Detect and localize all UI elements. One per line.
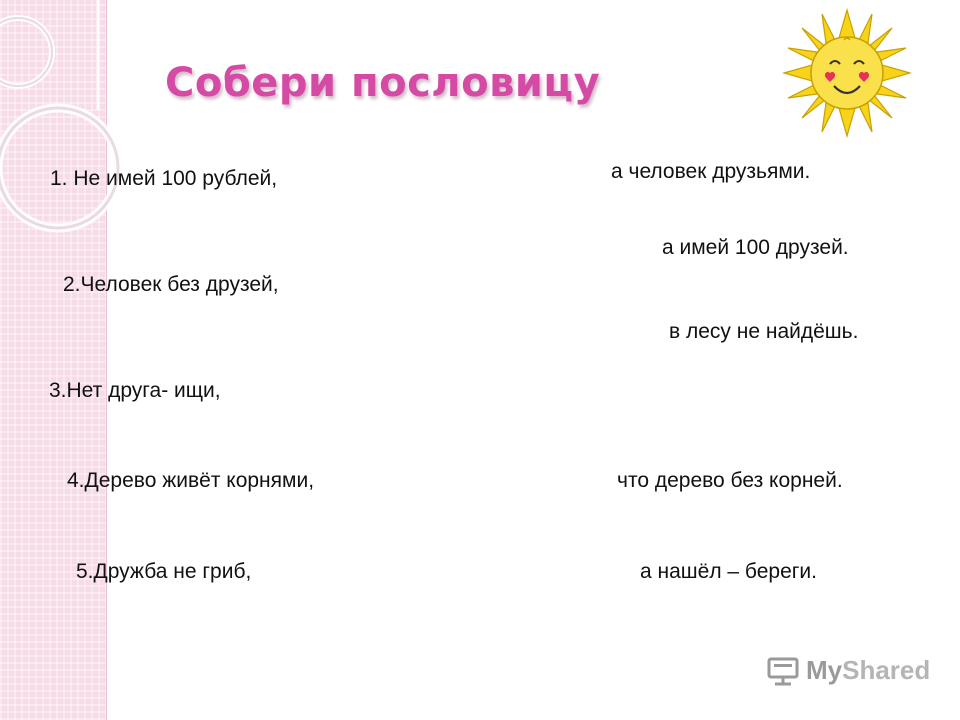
logo-text-my: My [806, 655, 843, 685]
sun-smiley-icon [782, 8, 912, 138]
board-icon [766, 656, 800, 686]
proverb-end-2: а имей 100 друзей. [662, 236, 849, 259]
logo-text-shared: Shared [842, 655, 931, 685]
proverb-start-2: 2.Человек без друзей, [63, 273, 279, 296]
page-title: Собери пословицу [165, 60, 601, 106]
proverb-end-3: в лесу не найдёшь. [669, 320, 859, 343]
proverb-end-4: что дерево без корней. [617, 469, 843, 492]
proverb-end-5: а нашёл – береги. [640, 560, 817, 583]
proverb-start-4: 4.Дерево живёт корнями, [67, 469, 315, 492]
myshared-logo [766, 655, 930, 686]
proverb-start-1: 1. Не имей 100 рублей, [50, 167, 278, 190]
proverb-start-5: 5.Дружба не гриб, [76, 560, 252, 583]
proverb-end-1: а человек друзьями. [611, 160, 811, 183]
decorative-rings [0, 0, 130, 260]
proverb-start-3: 3.Нет друга- ищи, [49, 379, 221, 402]
